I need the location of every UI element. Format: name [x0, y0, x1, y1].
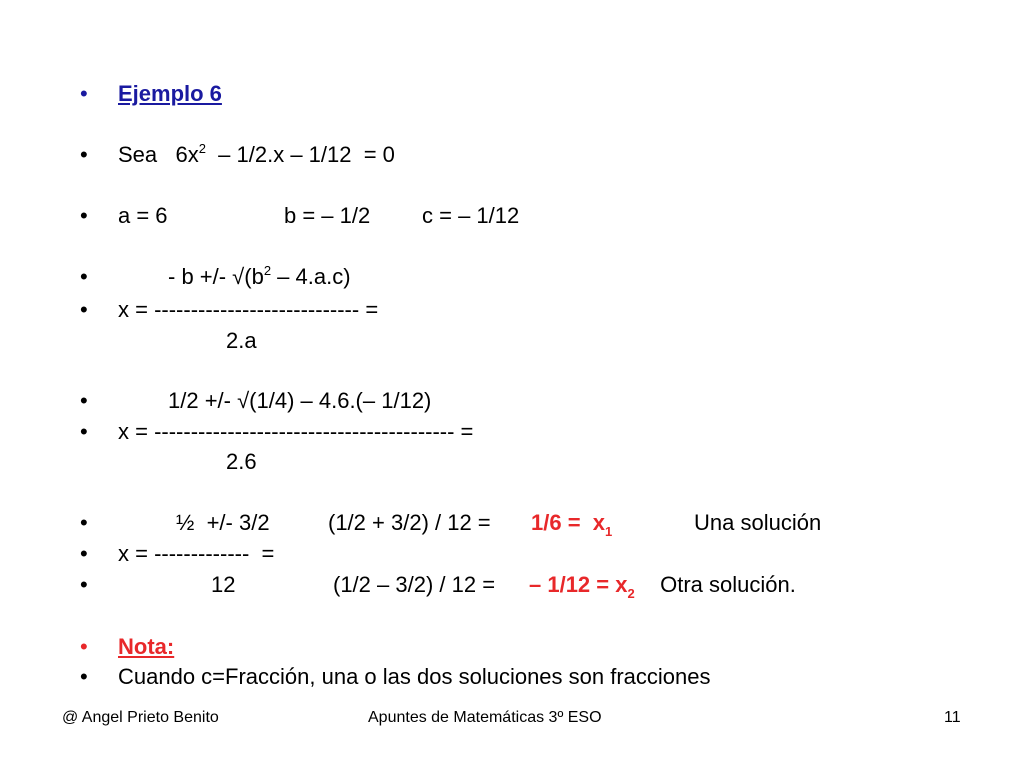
footer-author: @ Angel Prieto Benito	[62, 709, 219, 726]
bullet: •	[80, 572, 88, 597]
result-denominator: 12	[211, 572, 236, 597]
bullet: •	[80, 664, 88, 689]
solution-2-label: Otra solución.	[654, 572, 796, 597]
solution-1-label: Una solución	[694, 510, 822, 535]
bullet: •	[80, 203, 88, 228]
solution-2-value: – $1/12 = x_2$	[529, 572, 635, 601]
substitution-fraction: x = ----------------------------------------- =	[118, 419, 474, 444]
bullet: •	[80, 510, 88, 535]
bullet: •	[80, 388, 88, 413]
bullet: •	[80, 419, 88, 444]
result-fraction: x = ------------- =	[118, 541, 275, 566]
equation: Sea $6x^2 - 1/2.x - 1/12 = 0$	[118, 141, 395, 167]
coefficient-b: b = – 1/2	[284, 203, 371, 228]
footer-page-number: 11	[944, 709, 961, 726]
bullet: •	[80, 264, 88, 289]
formula-fraction: x = ---------------------------- =	[118, 297, 379, 322]
coefficient-a: a = 6	[118, 203, 168, 228]
solution-1-value: $1/6 = x_1$	[531, 510, 613, 539]
coefficient-c: c = – 1/12	[422, 203, 520, 228]
bullet: •	[80, 297, 88, 322]
note-title: Nota:	[118, 634, 175, 659]
bullet: •	[80, 634, 88, 659]
substitution-numerator: 1/2 +/- √(1/4) – 4.6.(– 1/12)	[168, 388, 432, 413]
note-text: Cuando c=Fracción, una o las dos soluciones son fracciones	[118, 664, 711, 689]
bullet: •	[80, 142, 88, 167]
bullet: •	[80, 541, 88, 566]
bullet: •	[80, 81, 88, 106]
solution-2-expression: (1/2 – 3/2) / 12 =	[333, 572, 502, 597]
solution-1-expression: (1/2 + 3/2) / 12 =	[328, 510, 497, 535]
footer-course: Apuntes de Matemáticas 3º ESO	[368, 709, 602, 726]
formula-numerator: - b +/- $√(b^2 - 4.a.c)$	[168, 263, 351, 289]
result-numerator: ½ +/- 3/2	[176, 510, 270, 535]
slide-title: Ejemplo 6	[118, 81, 222, 106]
formula-denominator: 2.a	[226, 328, 257, 353]
substitution-denominator: 2.6	[226, 449, 257, 474]
